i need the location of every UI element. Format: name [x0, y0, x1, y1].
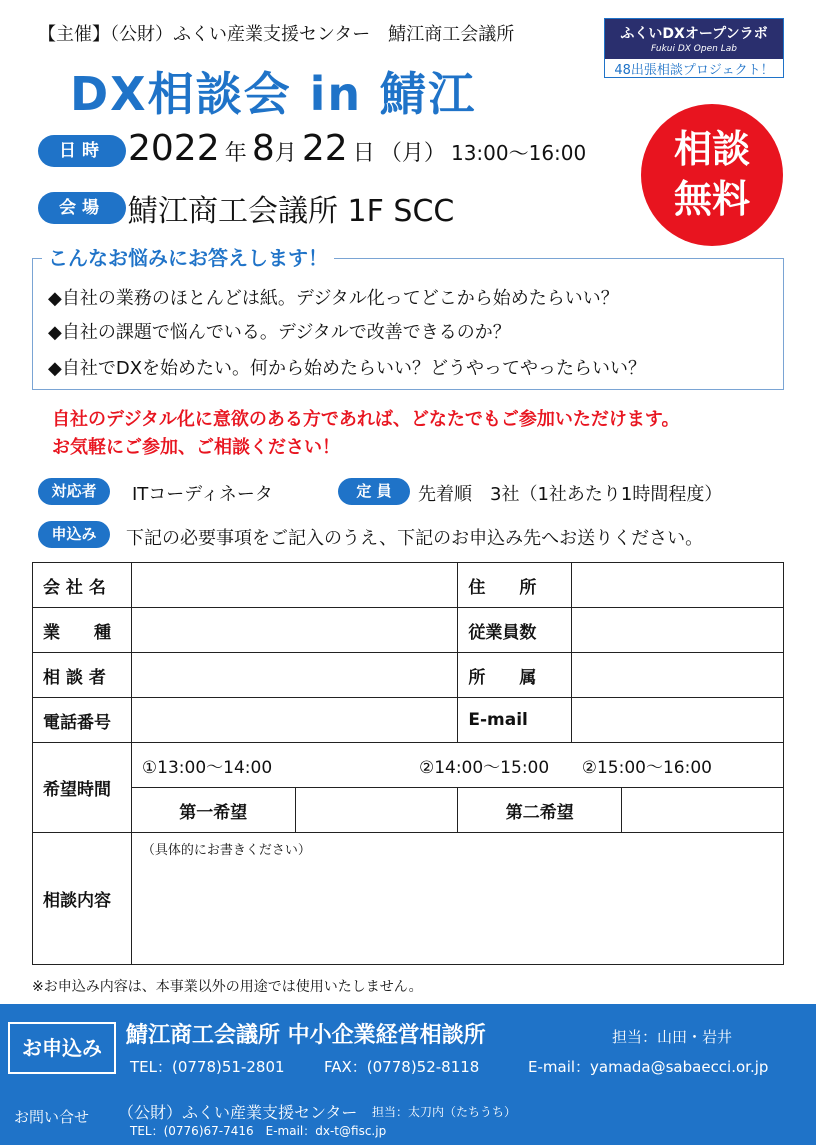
- contact-footer: [0, 1004, 816, 1145]
- lab-project: 48出張相談プロジェクト！: [614, 63, 774, 78]
- worry-item-3: ◆自社でDXを始めたい。何から始めたらいい？どうやってやったらいい？: [48, 358, 647, 379]
- first-choice-field[interactable]: [295, 788, 458, 833]
- second-choice-label: 第二希望: [458, 788, 622, 833]
- address-field[interactable]: [572, 563, 784, 608]
- capacity-label: 定 員: [338, 478, 410, 505]
- content-field[interactable]: [131, 833, 783, 965]
- event-venue: 鯖江商工会議所 1F SCC: [128, 194, 455, 229]
- employees-field[interactable]: [572, 608, 784, 653]
- inquiry-label: お問い合せ: [14, 1108, 90, 1126]
- consultant-label: 相 談 者: [33, 653, 132, 698]
- footer-org: 鯖江商工会議所 中小企業経営相談所: [126, 1023, 486, 1048]
- organizer-line: 【主催】（公財）ふくい産業支援センター 鯖江商工会議所: [38, 24, 515, 45]
- event-date: [128, 128, 586, 169]
- application-form: [32, 562, 784, 965]
- free-badge: [641, 104, 783, 246]
- company-field[interactable]: [131, 563, 457, 608]
- time-slot-1: ①13:00～14:00: [131, 743, 409, 788]
- worry-item-2: ◆自社の課題で悩んでいる。デジタルで改善できるのか？: [48, 322, 511, 343]
- footer-fax: FAX：(0778)52-8118: [324, 1058, 480, 1076]
- worry-item-1: ◆自社の業務のほとんどは紙。デジタル化ってどこから始めたらいい？: [48, 288, 619, 309]
- event-weekday: （月）: [379, 141, 446, 166]
- company-label: 会 社 名: [33, 563, 132, 608]
- apply-box: お申込み: [8, 1022, 116, 1074]
- phone-field[interactable]: [131, 698, 457, 743]
- lab-logo: [604, 18, 784, 78]
- affiliation-label: 所 属: [458, 653, 572, 698]
- address-label: 住 所: [458, 563, 572, 608]
- venue-label: 会場: [38, 192, 126, 224]
- content-label: 相談内容: [33, 833, 132, 965]
- second-choice-field[interactable]: [622, 788, 784, 833]
- lab-logo-band: [605, 19, 783, 59]
- time-slot-3: ②15:00～16:00: [572, 743, 784, 788]
- affiliation-field[interactable]: [572, 653, 784, 698]
- year-unit: 年: [224, 141, 247, 166]
- apply-instructions: 下記の必要事項をご記入のうえ、下記のお申込み先へお送りください。: [126, 528, 704, 549]
- email-field[interactable]: [572, 698, 784, 743]
- apply-label: 申込み: [38, 521, 110, 548]
- inquiry-person: 担当：太刀内（たちうち）: [372, 1105, 517, 1119]
- date-label: 日時: [38, 135, 126, 167]
- industry-label: 業 種: [33, 608, 132, 653]
- capacity-value: 先着順 3社（1社あたり1時間程度）: [418, 484, 723, 505]
- content-hint: （具体的にお書きください）: [141, 843, 311, 858]
- consultant-field[interactable]: [131, 653, 457, 698]
- event-day: 22: [301, 128, 348, 169]
- email-label: E-mail: [458, 698, 572, 743]
- page-title: DX相談会 in 鯖江: [70, 67, 477, 121]
- employees-label: 従業員数: [458, 608, 572, 653]
- footer-contact-person: 担当：山田・岩井: [612, 1028, 733, 1046]
- lab-subtitle: Fukui DX Open Lab: [651, 44, 737, 54]
- time-label: 希望時間: [33, 743, 132, 833]
- month-unit: 月: [274, 141, 297, 166]
- worries-heading: こんなお悩みにお答えします！: [42, 242, 334, 271]
- event-time: 13:00～16:00: [450, 141, 587, 165]
- footer-email: E-mail：yamada@sabaecci.or.jp: [528, 1058, 769, 1076]
- free-badge-line2: 無料: [673, 177, 750, 221]
- inquiry-org: （公財）ふくい産業支援センター: [118, 1103, 358, 1122]
- phone-label: 電話番号: [33, 698, 132, 743]
- privacy-note: ※お申込み内容は、本事業以外の用途では使用いたしません。: [32, 979, 423, 995]
- industry-field[interactable]: [131, 608, 457, 653]
- responder-value: ITコーディネータ: [132, 484, 273, 505]
- day-unit: 日: [352, 141, 375, 166]
- time-slot-2: ②14:00～15:00: [409, 743, 572, 788]
- inquiry-contact: TEL：(0776)67-7416 E-mail：dx-t@fisc.jp: [130, 1124, 387, 1138]
- first-choice-label: 第一希望: [131, 788, 295, 833]
- invite-line-1: 自社のデジタル化に意欲のある方であれば、どなたでもご参加いただけます。: [52, 409, 680, 430]
- lab-name: ふくいDXオープンラボ: [620, 26, 768, 42]
- responder-label: 対応者: [38, 478, 110, 505]
- invite-line-2: お気軽にご参加、ご相談ください！: [52, 437, 340, 458]
- footer-tel: TEL：(0778)51-2801: [130, 1058, 285, 1076]
- event-year: 2022: [128, 128, 220, 169]
- event-month: 8: [251, 128, 275, 169]
- free-badge-line1: 相談: [673, 127, 750, 171]
